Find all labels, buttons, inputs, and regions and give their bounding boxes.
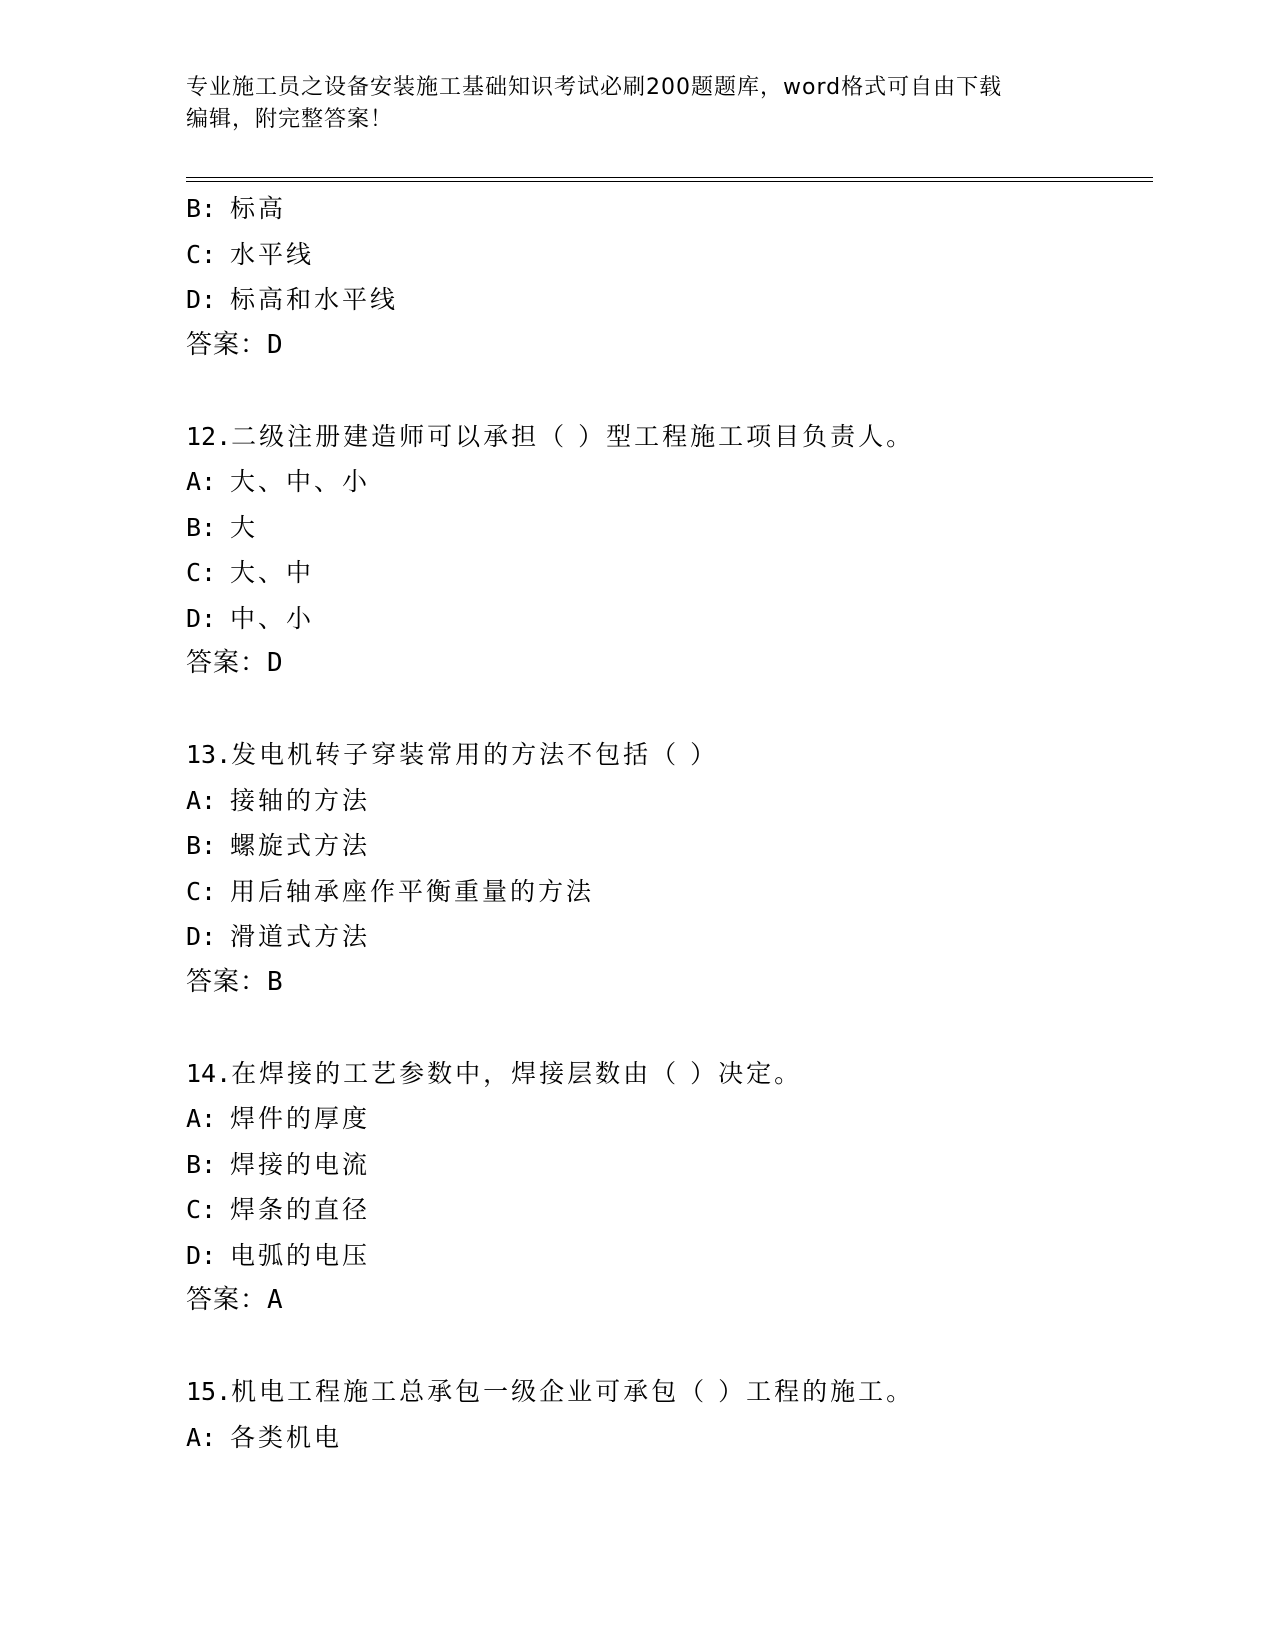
- answer-label: 答案：: [186, 966, 268, 997]
- option-b: [186, 505, 1146, 551]
- option-key: B:: [186, 512, 217, 542]
- answer-value: D: [267, 648, 284, 678]
- option-text: 接轴的方法: [230, 785, 371, 815]
- option-c: [186, 550, 1146, 596]
- spacer: [186, 687, 1146, 733]
- spacer: [186, 1005, 1146, 1051]
- answer-label: 答案：: [186, 1285, 268, 1315]
- option-text: 大、中: [230, 558, 315, 587]
- option-text: 电弧的电压: [230, 1240, 371, 1270]
- question-number: 14.: [186, 1058, 232, 1088]
- option-key: D:: [186, 1240, 217, 1270]
- option-key: D:: [186, 603, 217, 633]
- option-text: 中、小: [230, 603, 315, 633]
- option-text: 标高: [230, 194, 287, 223]
- option-d: [186, 596, 1146, 642]
- question-number: 12.: [186, 421, 232, 451]
- option-text: 螺旋式方法: [230, 831, 371, 860]
- option-text: 大、中、小: [230, 467, 371, 496]
- answer-line: [186, 1278, 1146, 1324]
- question-stem: [186, 1051, 1146, 1097]
- question-13: [186, 732, 1146, 1005]
- option-key: A:: [186, 467, 217, 496]
- question-15: [186, 1369, 1146, 1460]
- option-key: D:: [186, 285, 217, 314]
- option-key: C:: [186, 558, 217, 587]
- option-key: B:: [186, 831, 217, 860]
- question-stem: [186, 732, 1146, 778]
- option-b: [186, 186, 1146, 232]
- option-text: 用后轴承座作平衡重量的方法: [230, 876, 595, 906]
- option-text: 各类机电: [230, 1422, 343, 1452]
- answer-value: D: [267, 329, 284, 360]
- option-key: C:: [186, 1195, 217, 1224]
- question-14: [186, 1051, 1146, 1324]
- question-stem: [186, 414, 1146, 460]
- option-b: [186, 823, 1146, 869]
- option-text: 标高和水平线: [230, 285, 399, 314]
- spacer: [186, 1324, 1146, 1370]
- option-text: 大: [230, 512, 259, 542]
- option-key: B:: [186, 1149, 217, 1179]
- document-page: [186, 0, 1146, 1650]
- question-text: 二级注册建造师可以承担（ ）型工程施工项目负责人。: [231, 421, 915, 451]
- question-number: 13.: [186, 740, 232, 769]
- document-header: [186, 72, 1066, 136]
- option-c: [186, 232, 1146, 278]
- option-a: [186, 778, 1146, 824]
- option-key: A:: [186, 1422, 217, 1452]
- answer-value: A: [267, 1285, 284, 1315]
- question-text: 机电工程施工总承包一级企业可承包（ ）工程的施工。: [231, 1377, 915, 1406]
- option-a: [186, 459, 1146, 505]
- question-text: 发电机转子穿装常用的方法不包括（ ）: [231, 740, 719, 769]
- option-a: [186, 1096, 1146, 1142]
- spacer: [186, 368, 1146, 414]
- option-text: 焊件的厚度: [230, 1104, 371, 1133]
- question-stem: [186, 1369, 1146, 1415]
- answer-label: 答案：: [186, 329, 268, 360]
- option-key: D:: [186, 922, 217, 951]
- answer-label: 答案：: [186, 648, 268, 678]
- option-d: [186, 914, 1146, 960]
- question-12: [186, 414, 1146, 687]
- option-key: B:: [186, 194, 217, 223]
- question-text: 在焊接的工艺参数中，焊接层数由（ ）决定。: [231, 1058, 803, 1088]
- option-key: C:: [186, 239, 217, 269]
- answer-line: [186, 641, 1146, 687]
- option-c: [186, 1187, 1146, 1233]
- option-text: 水平线: [230, 239, 315, 269]
- header-divider: [186, 177, 1153, 182]
- option-key: C:: [186, 876, 217, 906]
- option-a: [186, 1415, 1146, 1461]
- option-d: [186, 277, 1146, 323]
- option-c: [186, 869, 1146, 915]
- header-line-2: 编辑，附完整答案！: [186, 107, 394, 132]
- header-line-1: 专业施工员之设备安装施工基础知识考试必刷200题题库，word格式可自由下载: [186, 75, 1003, 100]
- option-text: 焊接的电流: [230, 1149, 371, 1179]
- question-11-partial: [186, 186, 1146, 368]
- question-number: 15.: [186, 1377, 232, 1406]
- option-b: [186, 1142, 1146, 1188]
- option-key: A:: [186, 1104, 217, 1133]
- answer-line: [186, 960, 1146, 1006]
- answer-value: B: [267, 966, 284, 997]
- option-key: A:: [186, 785, 217, 815]
- option-text: 滑道式方法: [230, 922, 371, 951]
- answer-line: [186, 323, 1146, 369]
- option-text: 焊条的直径: [230, 1195, 371, 1224]
- question-list: [186, 186, 1146, 1460]
- option-d: [186, 1233, 1146, 1279]
